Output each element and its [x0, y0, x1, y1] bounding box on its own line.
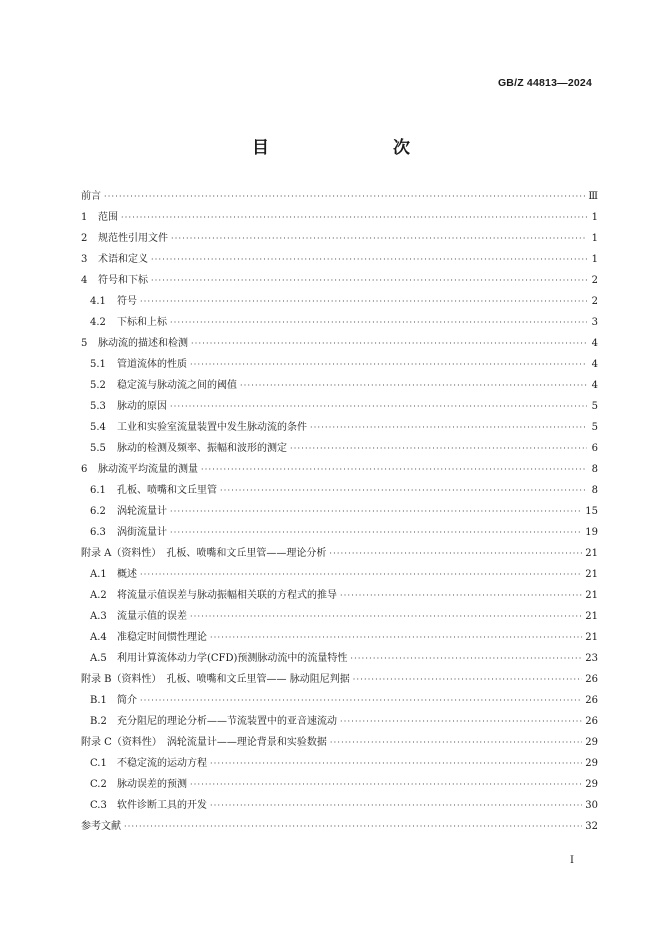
toc-leader-dots [170, 396, 587, 417]
toc-entry-page: 1 [591, 233, 598, 244]
toc-entry-page: 1 [591, 254, 598, 265]
toc-entry-page: 1 [591, 212, 598, 223]
footer-page-number: I [570, 855, 574, 866]
toc-entry[interactable] [81, 753, 598, 774]
toc-entry[interactable] [81, 690, 598, 711]
toc-entry[interactable] [81, 270, 598, 291]
toc-leader-dots [210, 627, 582, 648]
toc-leader-dots [104, 186, 585, 207]
toc-entry-page: 2 [591, 296, 598, 307]
toc-entry-page: 23 [585, 653, 598, 664]
toc-entry-page: 19 [585, 527, 598, 538]
toc-entry-number: 5.5 [90, 443, 106, 454]
toc-entry-page: 21 [585, 590, 598, 601]
toc-entry-number: C.2 [90, 779, 107, 790]
toc-entry-number: 4.1 [90, 296, 106, 307]
toc-entry-page: 21 [585, 611, 598, 622]
toc-leader-dots [121, 207, 587, 228]
toc-entry[interactable] [81, 207, 598, 228]
toc-entry[interactable] [81, 606, 598, 627]
toc-entry-title: 流量示值的误差 [117, 611, 187, 622]
toc-entry-title: 脉动的检测及频率、振幅和波形的测定 [117, 443, 287, 454]
toc-entry-title: 将流量示值误差与脉动振幅相关联的方程式的推导 [117, 590, 337, 601]
toc-entry-number: C.3 [90, 800, 107, 811]
toc-leader-dots [201, 459, 587, 480]
toc-leader-dots [191, 333, 587, 354]
toc-entry[interactable] [81, 711, 598, 732]
toc-entry-number: 3 [81, 254, 88, 265]
toc-leader-dots [240, 375, 587, 396]
toc-entry[interactable] [81, 333, 598, 354]
toc-entry-page: 21 [585, 569, 598, 580]
toc-entry[interactable] [81, 648, 598, 669]
toc-entry-number: 5.1 [90, 359, 106, 370]
toc-entry-number: B.2 [90, 716, 107, 727]
toc-entry-title: 术语和定义 [98, 254, 148, 265]
toc-entry-number: 6 [81, 464, 88, 475]
toc-entry-page: 2 [591, 275, 598, 286]
toc-leader-dots [350, 648, 582, 669]
toc-entry[interactable] [81, 459, 598, 480]
toc-entry-title: 不稳定流的运动方程 [117, 758, 207, 769]
toc-leader-dots [290, 438, 587, 459]
toc-leader-dots [151, 270, 587, 291]
toc-entry[interactable] [81, 564, 598, 585]
toc-entry-page: 26 [585, 674, 598, 685]
toc-entry[interactable] [81, 669, 598, 690]
toc-entry[interactable] [81, 816, 598, 837]
toc-entry-title: 稳定流与脉动流之间的阈值 [117, 380, 237, 391]
toc-leader-dots [171, 228, 587, 249]
toc-entry[interactable] [81, 249, 598, 270]
toc-entry-number: 6.2 [90, 506, 106, 517]
toc-entry-page: 5 [591, 422, 598, 433]
toc-entry-page: 15 [585, 506, 598, 517]
toc-entry-page: 4 [591, 338, 598, 349]
toc-entry-number: A.5 [90, 653, 107, 664]
toc-entry-number: 2 [81, 233, 88, 244]
toc-entry-page: 26 [585, 695, 598, 706]
toc-entry-title: 脉动误差的预测 [117, 779, 187, 790]
toc-leader-dots [210, 753, 582, 774]
toc-entry-page: 32 [585, 821, 598, 832]
toc-entry-title: 规范性引用文件 [98, 233, 168, 244]
toc-entry[interactable] [81, 375, 598, 396]
toc-leader-dots [170, 522, 582, 543]
toc-entry-title: 附录 B（资料性） 孔板、喷嘴和文丘里管—— 脉动阻尼判据 [81, 674, 350, 685]
toc-entry-page: 21 [585, 632, 598, 643]
toc-entry-title: 符号和下标 [98, 275, 148, 286]
toc-entry-number: 1 [81, 212, 88, 223]
toc-entry-title: 软件诊断工具的开发 [117, 800, 207, 811]
toc-leader-dots [170, 501, 582, 522]
toc-entry-number: 5 [81, 338, 88, 349]
toc-leader-dots [170, 312, 587, 333]
toc-leader-dots [353, 669, 583, 690]
toc-entry-number: 4.2 [90, 317, 106, 328]
toc-entry-title: 工业和实验室流量装置中发生脉动流的条件 [117, 422, 307, 433]
toc-entry[interactable] [81, 312, 598, 333]
toc-entry-page: 5 [591, 401, 598, 412]
toc-leader-dots [190, 774, 582, 795]
toc-entry-page: Ⅲ [588, 191, 598, 202]
toc-entry-page: 26 [585, 716, 598, 727]
toc-entry-page: 3 [591, 317, 598, 328]
toc-entry[interactable] [81, 627, 598, 648]
toc-entry[interactable] [81, 774, 598, 795]
toc-entry-title: 符号 [117, 296, 137, 307]
toc-entry-number: C.1 [90, 758, 107, 769]
toc-entry-title: 概述 [117, 569, 137, 580]
toc-leader-dots [340, 585, 582, 606]
toc-entry-page: 29 [585, 779, 598, 790]
toc-entry[interactable] [81, 522, 598, 543]
toc-entry-page: 8 [591, 485, 598, 496]
toc-entry-title: 充分阻尼的理论分析——节流装置中的亚音速流动 [117, 716, 337, 727]
toc-entry-title: 范围 [98, 212, 118, 223]
toc-leader-dots [329, 543, 582, 564]
toc-entry-page: 4 [591, 359, 598, 370]
toc-leader-dots [220, 480, 587, 501]
toc-entry[interactable] [81, 417, 598, 438]
standard-code: GB/Z 44813—2024 [497, 77, 592, 89]
toc-entry[interactable] [81, 186, 598, 207]
toc-entry[interactable] [81, 501, 598, 522]
toc-entry-page: 29 [585, 737, 598, 748]
toc-leader-dots [140, 564, 582, 585]
toc-entry-number: 5.2 [90, 380, 106, 391]
toc-entry-title: 脉动流的描述和检测 [98, 338, 188, 349]
toc-leader-dots [310, 417, 587, 438]
toc-entry-title: 管道流体的性质 [117, 359, 187, 370]
toc-leader-dots [210, 795, 582, 816]
toc-entry-number: 6.1 [90, 485, 106, 496]
toc-entry-title: 脉动流平均流量的测量 [98, 464, 198, 475]
toc-entry-number: 4 [81, 275, 88, 286]
toc-entry-number: 5.3 [90, 401, 106, 412]
toc-entry-number: A.3 [90, 611, 107, 622]
toc-entry-title: 利用计算流体动力学(CFD)预测脉动流中的流量特性 [117, 653, 348, 664]
toc-entry[interactable] [81, 480, 598, 501]
toc-entry-title: 涡街流量计 [117, 527, 167, 538]
toc-entry-page: 6 [591, 443, 598, 454]
toc-entry-title: 简介 [117, 695, 137, 706]
table-of-contents [81, 186, 598, 837]
toc-entry-title: 下标和上标 [117, 317, 167, 328]
toc-entry-title: 脉动的原因 [117, 401, 167, 412]
toc-entry-title: 涡轮流量计 [117, 506, 167, 517]
toc-entry-title: 准稳定时间惯性理论 [117, 632, 207, 643]
toc-entry-page: 30 [585, 800, 598, 811]
toc-leader-dots [140, 291, 587, 312]
toc-entry[interactable] [81, 438, 598, 459]
toc-entry-number: A.1 [90, 569, 107, 580]
toc-leader-dots [140, 690, 582, 711]
toc-entry-number: 5.4 [90, 422, 106, 433]
toc-leader-dots [190, 606, 582, 627]
toc-entry-number: A.4 [90, 632, 107, 643]
toc-leader-dots [151, 249, 587, 270]
toc-entry[interactable] [81, 543, 598, 564]
toc-entry-title: 孔板、喷嘴和文丘里管 [117, 485, 217, 496]
toc-leader-dots [330, 732, 582, 753]
toc-entry[interactable] [81, 585, 598, 606]
page-title: 目 次 [252, 138, 440, 157]
toc-entry[interactable] [81, 396, 598, 417]
toc-entry-title: 前言 [81, 191, 101, 202]
toc-leader-dots [340, 711, 582, 732]
toc-entry-number: B.1 [90, 695, 107, 706]
toc-leader-dots [124, 816, 582, 837]
toc-entry-title: 附录 C（资料性） 涡轮流量计——理论背景和实验数据 [81, 737, 327, 748]
toc-entry-number: 6.3 [90, 527, 106, 538]
toc-entry[interactable] [81, 795, 598, 816]
toc-entry-page: 21 [585, 548, 598, 559]
toc-entry-page: 8 [591, 464, 598, 475]
toc-entry[interactable] [81, 354, 598, 375]
toc-entry-page: 4 [591, 380, 598, 391]
toc-leader-dots [190, 354, 587, 375]
toc-entry-title: 附录 A（资料性） 孔板、喷嘴和文丘里管——理论分析 [81, 548, 327, 559]
toc-entry-title: 参考文献 [81, 821, 121, 832]
toc-entry[interactable] [81, 291, 598, 312]
toc-entry-number: A.2 [90, 590, 107, 601]
toc-entry-page: 29 [585, 758, 598, 769]
toc-entry[interactable] [81, 228, 598, 249]
toc-entry[interactable] [81, 732, 598, 753]
